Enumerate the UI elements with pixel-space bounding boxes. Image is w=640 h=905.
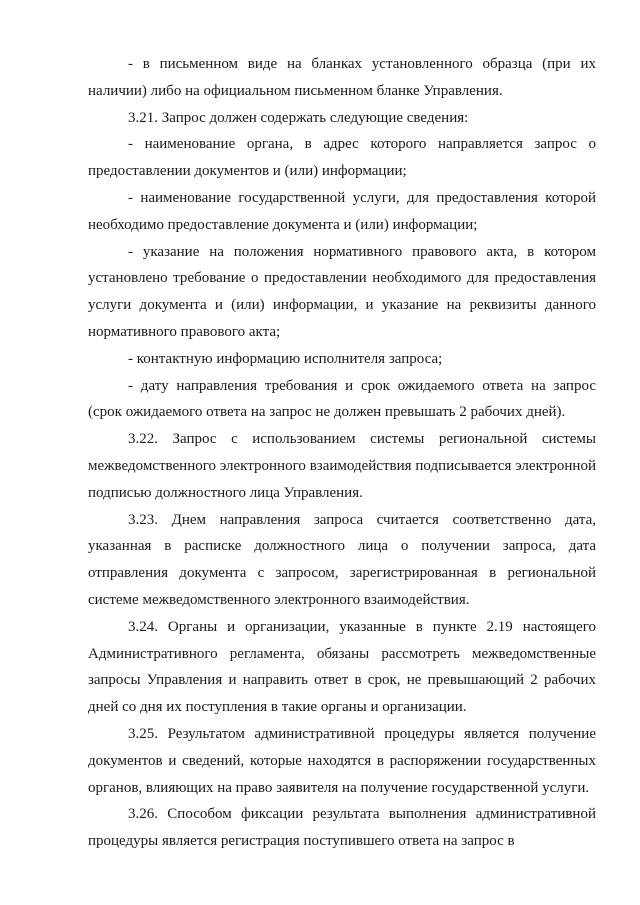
paragraph-3-24: 3.24. Органы и организации, указанные в пункте 2.19 настоящего Административного регламента, обязаны рассмотреть межведомственные запросы Управления и направить ответ в срок, не превышающий 2 рабочих дней со дня их поступления в такие органы и организации. [88,618,596,716]
paragraph-organ-name: - наименование органа, в адрес которого направляется запрос о предоставлении документов и (или) информации; [88,136,596,180]
paragraph-3-23: 3.23. Днем направления запроса считается соответственно дата, указанная в расписке должностного лица о получении запроса, дата отправления документа с запросом, зарегистрированная в региональной системе межведомственного электронного взаимодействия. [88,511,596,608]
document-body [88,51,596,855]
paragraph-written-form: - в письменном виде на бланках установленного образца (при их наличии) либо на официальном письменном бланке Управления. [88,56,596,99]
paragraph-3-21: 3.21. Запрос должен содержать следующие сведения: [128,109,469,126]
paragraph-contact-info: - контактную информацию исполнителя запроса; [128,350,443,367]
paragraph-request-date: - дату направления требования и срок ожидаемого ответа на запрос (срок ожидаемого ответа на запрос не должен превышать 2 рабочих дней). [88,377,596,421]
paragraph-3-22: 3.22. Запрос с использованием системы региональной системы межведомственного электронного взаимодействия подписывается электронной подписью должностного лица Управления. [88,431,596,501]
paragraph-service-name: - наименование государственной услуги, для предоставления которой необходимо предоставление документа и (или) информации; [88,189,596,233]
paragraph-3-25: 3.25. Результатом административной процедуры является получение документов и сведений, которые находятся в распоряжении государственных органов, влияющих на право заявителя на получение государственной услуги. [88,725,596,796]
paragraph-3-26: 3.26. Способом фиксации результата выполнения административной процедуры является регистрация поступившего ответа на запрос в [88,806,596,850]
paragraph-legal-act: - указание на положения нормативного правового акта, в котором установлено требование о предоставлении необходимого для предоставления услуги документа и (или) информации, и указание на реквизиты данного нормативного правового акта; [88,243,596,340]
